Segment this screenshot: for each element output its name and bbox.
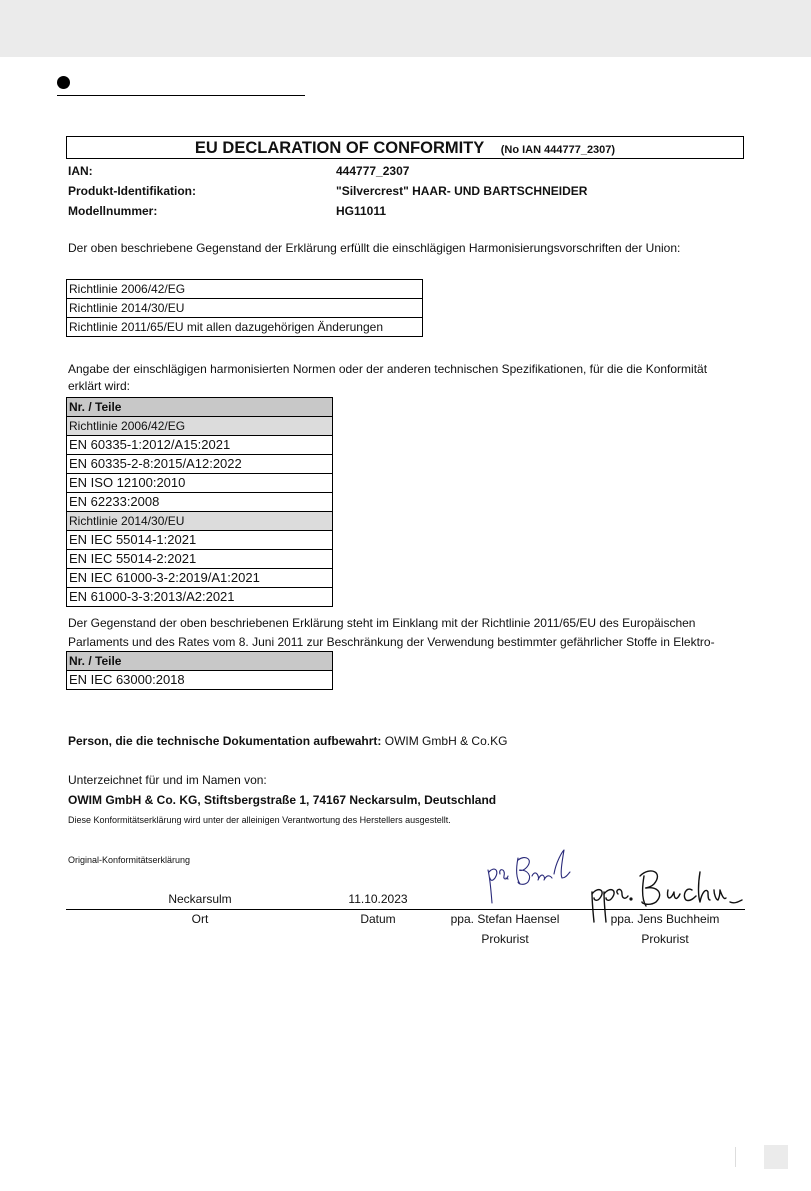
- table-row: [67, 671, 333, 690]
- table-row: [67, 398, 333, 417]
- table-row: [67, 474, 333, 493]
- standards-table: [66, 397, 333, 607]
- company-address: OWIM GmbH & Co. KG, Stiftsbergstraße 1, 74167 Neckarsulm, Deutschland: [68, 793, 497, 807]
- table-row: [67, 436, 333, 455]
- directive-cell: Richtlinie 2006/42/EG: [67, 280, 423, 299]
- table-row: [67, 318, 423, 337]
- field-value-ian: 444777_2307: [336, 164, 410, 178]
- section-bullet-icon: [57, 76, 70, 89]
- tech-doc-value: OWIM GmbH & Co.KG: [384, 734, 508, 748]
- standards-statement-line1: Angabe der einschlägigen harmonisierten Normen oder der anderen technischen Spezifikationen, für die die Konformität: [68, 362, 708, 376]
- rohs-table: [66, 651, 333, 690]
- signer1-name: ppa. Stefan Haensel: [450, 912, 560, 926]
- standard-cell: EN 62233:2008: [67, 493, 333, 512]
- table-row: [67, 455, 333, 474]
- signed-for-label: Unterzeichnet für und im Namen von:: [68, 773, 267, 787]
- top-header-band: [0, 0, 811, 57]
- signature-place: Neckarsulm: [168, 892, 232, 906]
- tech-doc-line: [68, 734, 507, 748]
- field-label-ian: IAN:: [68, 164, 93, 178]
- rohs-statement-line2: Parlaments und des Rates vom 8. Juni 2011 zur Beschränkung der Verwendung bestimmter gefährlicher Stoffe in Elektro-: [68, 635, 715, 649]
- signature-line: [66, 909, 745, 910]
- standards-statement-line2: erklärt wird:: [68, 379, 131, 393]
- standard-cell: EN IEC 55014-1:2021: [67, 531, 333, 550]
- rohs-statement-line1: Der Gegenstand der oben beschriebenen Erklärung steht im Einklang mit der Richtlinie 2011/65/EU des Europäischen: [68, 616, 696, 630]
- table-row: [67, 299, 423, 318]
- declaration-title: EU DECLARATION OF CONFORMITY: [194, 139, 485, 157]
- declaration-title-box: [66, 136, 744, 159]
- signer1-role: Prokurist: [481, 932, 529, 946]
- signer2-name: ppa. Jens Buchheim: [610, 912, 720, 926]
- directive-cell: Richtlinie 2014/30/EU: [67, 299, 423, 318]
- field-value-model: HG11011: [336, 204, 387, 218]
- standards-group-title: Richtlinie 2006/42/EG: [67, 417, 333, 436]
- signature-date: 11.10.2023: [348, 892, 408, 906]
- field-label-model: Modellnummer:: [68, 204, 158, 218]
- directives-table: [66, 279, 423, 337]
- table-row: [67, 531, 333, 550]
- standard-cell: EN IEC 55014-2:2021: [67, 550, 333, 569]
- signer2-role: Prokurist: [641, 932, 689, 946]
- standard-cell: EN 60335-1:2012/A15:2021: [67, 436, 333, 455]
- field-value-product: "Silvercrest" HAAR- UND BARTSCHNEIDER: [336, 184, 588, 198]
- date-label: Datum: [360, 912, 396, 926]
- place-label: Ort: [191, 912, 209, 926]
- table-row: [67, 493, 333, 512]
- standard-cell: EN 61000-3-3:2013/A2:2021: [67, 588, 333, 607]
- page-divider: [735, 1147, 736, 1167]
- standards-group-title: Richtlinie 2014/30/EU: [67, 512, 333, 531]
- standard-cell: EN 60335-2-8:2015/A12:2022: [67, 455, 333, 474]
- section-underline: [57, 95, 305, 96]
- table-row: [67, 417, 333, 436]
- signature-haensel-icon: [482, 848, 574, 906]
- field-label-product: Produkt-Identifikation:: [68, 184, 196, 198]
- table-row: [67, 569, 333, 588]
- page-number-box: [764, 1145, 788, 1169]
- declaration-ian-subtitle: (No IAN 444777_2307): [500, 144, 616, 156]
- table-row: [67, 550, 333, 569]
- table-row: [67, 652, 333, 671]
- directive-cell: Richtlinie 2011/65/EU mit allen dazugehörigen Änderungen: [67, 318, 423, 337]
- responsibility-note: Diese Konformitätserklärung wird unter der alleinigen Verantwortung des Herstellers ausgestellt.: [68, 815, 451, 825]
- table-row: [67, 280, 423, 299]
- original-declaration-note: Original-Konformitätserklärung: [68, 855, 191, 865]
- table-row: [67, 512, 333, 531]
- harmonisation-statement: Der oben beschriebene Gegenstand der Erklärung erfüllt die einschlägigen Harmonisierungsvorschriften der Union:: [68, 241, 681, 255]
- rohs-standard-cell: EN IEC 63000:2018: [67, 671, 333, 690]
- standard-cell: EN IEC 61000-3-2:2019/A1:2021: [67, 569, 333, 588]
- standard-cell: EN ISO 12100:2010: [67, 474, 333, 493]
- table-row: [67, 588, 333, 607]
- tech-doc-label: Person, die die technische Dokumentation aufbewahrt:: [68, 734, 382, 748]
- rohs-header: Nr. / Teile: [67, 652, 333, 671]
- standards-header: Nr. / Teile: [67, 398, 333, 417]
